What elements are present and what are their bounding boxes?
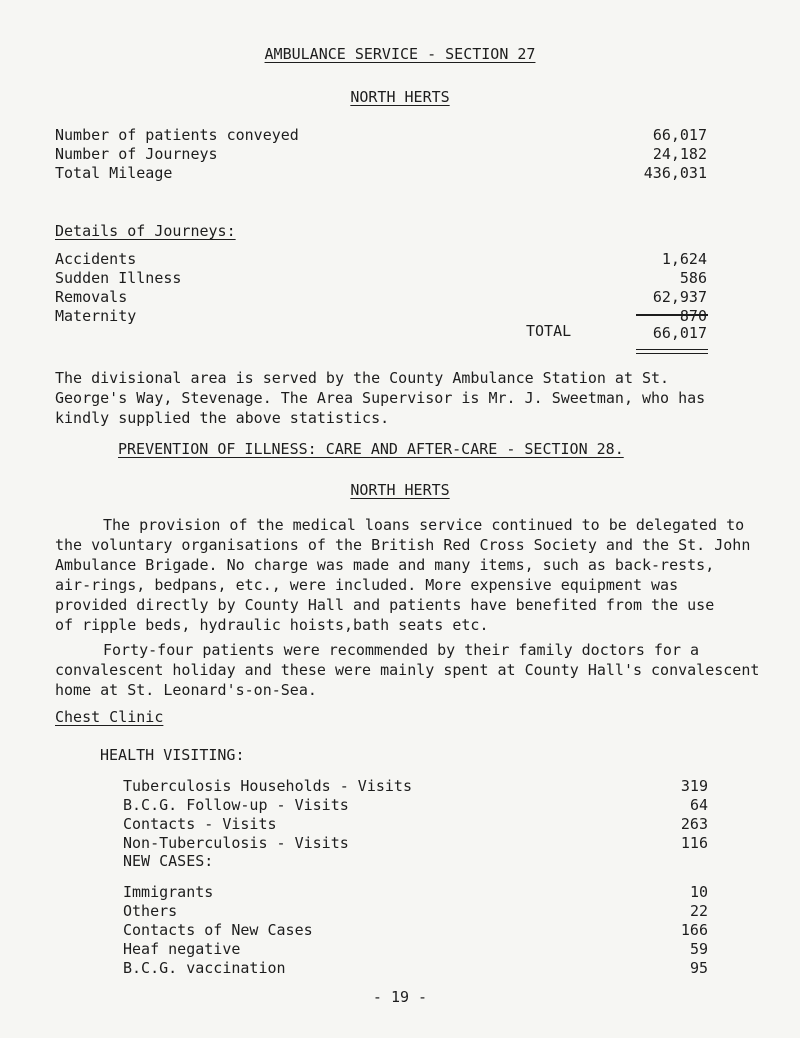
para2-line: home at St. Leonard's-on-Sea.	[55, 681, 317, 699]
visit-row-label: Non-Tuberculosis - Visits	[123, 834, 349, 852]
summary-row-label: Total Mileage	[55, 164, 173, 182]
section-28-subtitle: NORTH HERTS	[350, 481, 450, 499]
summary-row-value: 66,017	[652, 126, 707, 144]
summary-row-label: Number of Journeys	[55, 145, 218, 163]
new-case-row-label: Immigrants	[123, 883, 214, 901]
subtotal-rule	[636, 314, 708, 316]
visit-row-value: 319	[680, 777, 708, 795]
new-case-row	[123, 921, 708, 941]
visit-row-label: Contacts - Visits	[123, 815, 277, 833]
new-cases-label: NEW CASES:	[123, 852, 214, 870]
visit-row	[123, 777, 708, 797]
page-number: - 19 -	[372, 988, 428, 1006]
new-case-row-value: 10	[689, 883, 708, 901]
new-case-row	[123, 959, 708, 979]
new-case-row-label: Others	[123, 902, 178, 920]
para1-line: Ambulance Brigade. No charge was made and many items, such as back-rests,	[55, 556, 715, 574]
para1-line: The provision of the medical loans service continued to be delegated to	[103, 516, 745, 534]
health-visiting-label: HEALTH VISITING:	[100, 746, 245, 764]
detail-row-label: Maternity	[55, 307, 137, 325]
new-case-row-value: 59	[689, 940, 708, 958]
summary-row	[55, 145, 707, 165]
section-27-title: AMBULANCE SERVICE - SECTION 27	[264, 45, 536, 63]
new-case-row-label: Contacts of New Cases	[123, 921, 313, 939]
visit-row-value: 116	[680, 834, 708, 852]
para2-line: convalescent holiday and these were mainly spent at County Hall's convalescent	[55, 661, 760, 679]
detail-row	[55, 269, 707, 289]
visit-row-value: 263	[680, 815, 708, 833]
visit-row	[123, 796, 708, 816]
note-line: The divisional area is served by the County Ambulance Station at St.	[55, 369, 670, 387]
detail-row	[55, 307, 707, 327]
section-28-title: PREVENTION OF ILLNESS: CARE AND AFTER-CARE - SECTION 28.	[118, 440, 624, 458]
detail-row-value: 1,624	[661, 250, 707, 268]
detail-row-value: 62,937	[652, 288, 707, 306]
total-double-rule	[636, 349, 708, 354]
visit-row	[123, 815, 708, 835]
visit-row-value: 64	[689, 796, 708, 814]
detail-row-value: 870	[679, 307, 707, 325]
detail-row	[55, 288, 707, 308]
new-case-row-value: 166	[680, 921, 708, 939]
total-label: TOTAL	[526, 322, 572, 340]
chest-clinic-heading: Chest Clinic	[55, 708, 164, 726]
visit-row	[123, 834, 708, 854]
convalescent-paragraph	[55, 640, 770, 700]
para2-line: Forty-four patients were recommended by their family doctors for a	[103, 641, 700, 659]
para1-line: of ripple beds, hydraulic hoists,bath seats etc.	[55, 616, 489, 634]
visit-row-label: B.C.G. Follow-up - Visits	[123, 796, 349, 814]
summary-row-label: Number of patients conveyed	[55, 126, 299, 144]
para1-line: air-rings, bedpans, etc., were included. More expensive equipment was	[55, 576, 679, 594]
details-heading: Details of Journeys:	[55, 222, 236, 240]
summary-row	[55, 126, 707, 146]
summary-row-value: 436,031	[643, 164, 707, 182]
detail-row-label: Sudden Illness	[55, 269, 182, 287]
new-case-row	[123, 883, 708, 903]
new-case-row-label: Heaf negative	[123, 940, 241, 958]
new-case-row	[123, 902, 708, 922]
new-case-row	[123, 940, 708, 960]
detail-row-label: Removals	[55, 288, 128, 306]
detail-row-value: 586	[679, 269, 707, 287]
ambulance-note	[55, 368, 770, 428]
note-line: George's Way, Stevenage. The Area Supervisor is Mr. J. Sweetman, who has	[55, 389, 706, 407]
para1-line: the voluntary organisations of the British Red Cross Society and the St. John	[55, 536, 751, 554]
medical-loans-paragraph	[55, 515, 770, 635]
new-case-row-value: 22	[689, 902, 708, 920]
note-line: kindly supplied the above statistics.	[55, 409, 390, 427]
total-value: 66,017	[652, 324, 707, 342]
para1-line: provided directly by County Hall and patients have benefited from the use	[55, 596, 715, 614]
new-case-row-label: B.C.G. vaccination	[123, 959, 286, 977]
summary-row-value: 24,182	[652, 145, 707, 163]
summary-row	[55, 164, 707, 184]
section-27-subtitle: NORTH HERTS	[350, 88, 450, 106]
detail-row	[55, 250, 707, 270]
new-case-row-value: 95	[689, 959, 708, 977]
visit-row-label: Tuberculosis Households - Visits	[123, 777, 412, 795]
detail-row-label: Accidents	[55, 250, 137, 268]
